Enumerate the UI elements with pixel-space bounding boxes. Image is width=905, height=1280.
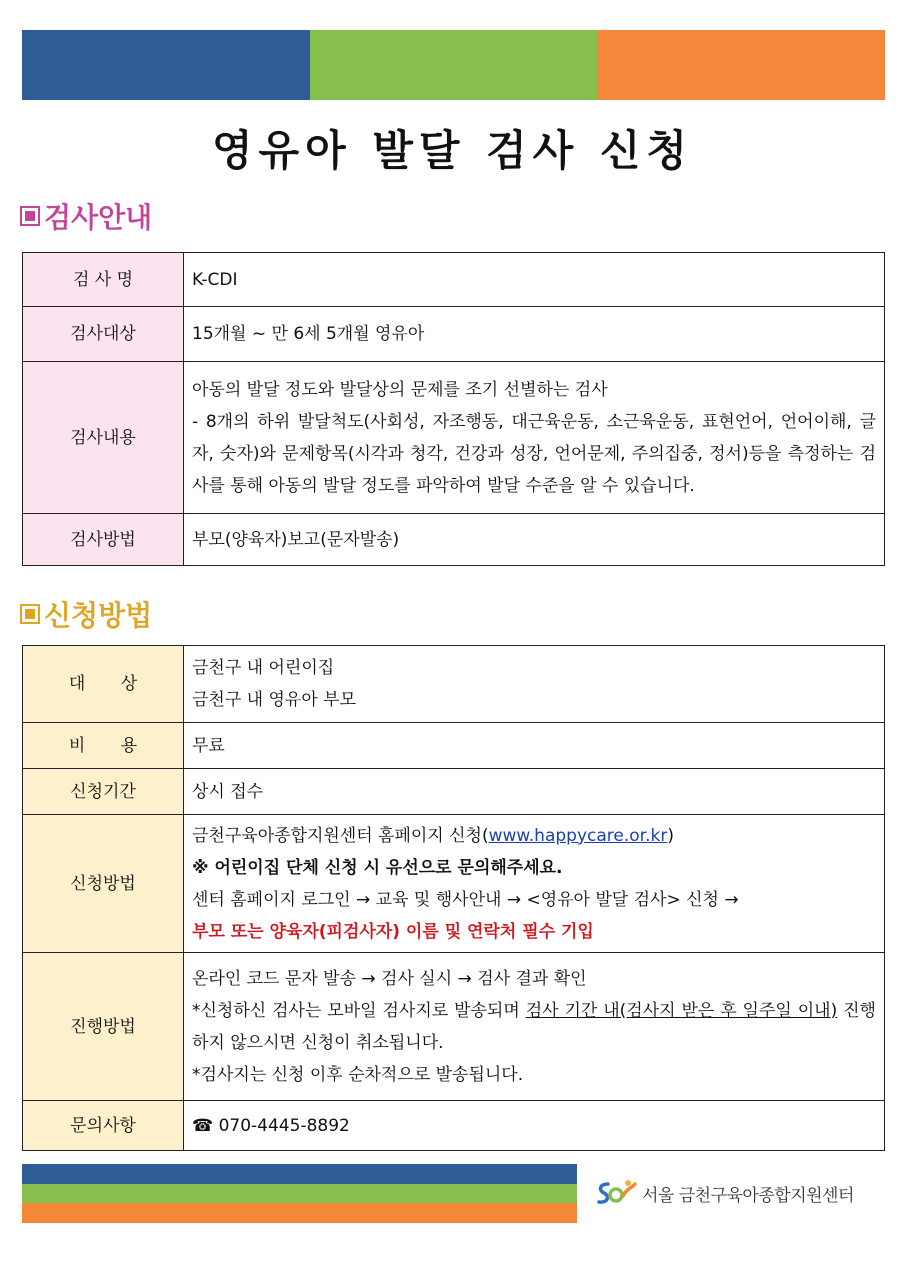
required-notice: 부모 또는 양육자(피검사자) 이름 및 연락처 필수 기입 [192,921,594,942]
phone-number: 070-4445-8892 [218,1115,350,1136]
center-logo-icon [594,1178,638,1208]
section-heading-apply [20,594,152,634]
row-label: 비 용 [23,723,184,769]
table-row [23,1101,885,1151]
row-label: 신청방법 [23,815,184,953]
row-label: 진행방법 [23,953,184,1101]
process-deadline: 검사 기간 내(검사지 받은 후 일주일 이내) [525,1000,838,1021]
row-value: 상시 접수 [184,769,885,815]
table-row [23,307,885,362]
content-line: 금천구 내 어린이집 [192,658,335,678]
content-line: 아동의 발달 정도와 발달상의 문제를 조기 선별하는 검사 [192,379,608,400]
table-row [23,646,885,723]
content-line: 온라인 코드 문자 발송 → 검사 실시 → 검사 결과 확인 [192,968,587,989]
row-label: 신청기간 [23,769,184,815]
row-value [184,362,885,514]
row-value: 15개월 ~ 만 6세 5개월 영유아 [184,307,885,362]
group-notice: ※ 어린이집 단체 신청 시 유선으로 문의해주세요. [192,857,563,878]
section-heading-label: 검사안내 [44,201,153,234]
section-heading-label: 신청방법 [44,599,153,632]
row-value: 무료 [184,723,885,769]
square-bullet-icon [20,604,40,624]
bottom-bar-blue [22,1164,577,1184]
content-line [192,820,876,852]
application-table [22,645,885,1151]
row-value [184,815,885,953]
top-color-bar [22,30,885,100]
section-heading-guide [20,196,152,236]
table-row [23,815,885,953]
homepage-link[interactable]: www.happycare.or.kr [488,825,668,846]
row-value: 부모(양육자)보고(문자발송) [184,514,885,566]
table-row [23,253,885,307]
table-row [23,769,885,815]
row-label: 문의사항 [23,1101,184,1151]
square-bullet-icon [20,206,40,226]
method-text: 금천구육아종합지원센터 홈페이지 신청( [192,825,489,846]
row-label: 검사내용 [23,362,184,514]
bottom-bar-green [22,1184,577,1204]
page-title: 영유아 발달 검사 신청 [211,126,693,175]
table-row [23,953,885,1101]
center-logo [594,1178,854,1208]
table-row [23,723,885,769]
row-value: K-CDI [184,253,885,307]
logo-text: 서울 금천구육아종합지원센터 [642,1185,854,1206]
row-label: 검사방법 [23,514,184,566]
content-line: 금천구 내 영유아 부모 [192,690,357,710]
process-text: *신청하신 검사는 모바일 검사지로 발송되며 [192,1000,526,1021]
bottom-bar-orange [22,1203,577,1223]
top-bar-blue [22,30,310,100]
row-value [184,953,885,1101]
content-line: *검사지는 신청 이후 순차적으로 발송됩니다. [192,1064,524,1085]
test-guide-table [22,252,885,566]
phone-icon: ☎ [192,1115,214,1136]
content-line [192,995,876,1059]
row-value [184,646,885,723]
table-row [23,514,885,566]
content-line: 센터 홈페이지 로그인 → 교육 및 행사안내 → <영유아 발달 검사> 신청 → [192,889,739,910]
top-bar-orange [597,30,885,100]
content-line: - 8개의 하위 발달척도(사회성, 자조행동, 대근육운동, 소근육운동, 표현언어, 언어이해, 글자, 숫자)와 문제항목(시각과 청각, 건강과 성장, 언어문제, 주의집중, 정서)등을 측정하는 검사를 통해 아동의 발달 정도를 파악하여 발달 수준을 알 수 있습니다. [192,411,876,496]
top-bar-green [310,30,598,100]
row-label: 검사대상 [23,307,184,362]
row-label: 대 상 [23,646,184,723]
table-row [23,362,885,514]
row-value [184,1101,885,1151]
process-text: 진행하지 않으시면 신청이 취소됩니다. [192,1000,876,1053]
bottom-color-bar [22,1164,577,1223]
row-label: 검 사 명 [23,253,184,307]
method-text: ) [667,825,674,846]
